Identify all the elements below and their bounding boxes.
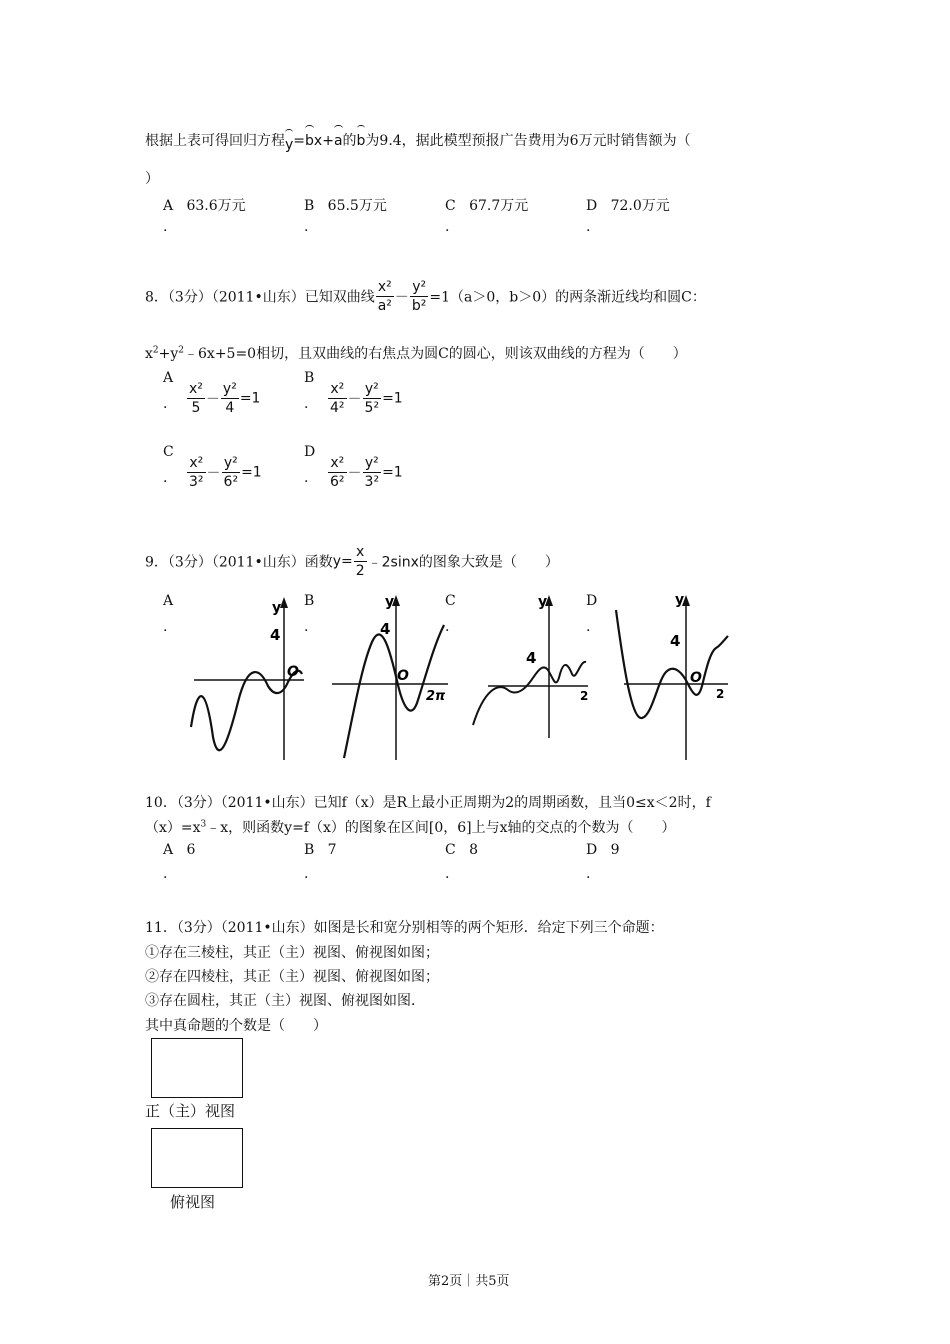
frac-num: y² [363,454,382,473]
tick-label: 2 [580,689,589,703]
frac-num: x² [376,278,394,297]
option-letter: B [304,198,315,214]
frac [328,380,347,417]
q9-yeq: y= [332,553,353,570]
q7-option-d [586,195,670,215]
q9-graph-b [330,590,455,762]
sup: 2 [178,345,185,356]
curve [473,662,589,725]
frac-den: 5² [364,400,380,416]
origin-label: O [287,664,299,680]
frac-den: 3² [364,474,380,490]
q7-de: 的 [342,133,357,149]
q8-option-a-formula [186,380,260,417]
q10-option-c [445,842,478,858]
four-label: 4 [526,649,537,667]
frac [222,454,241,491]
q7-stem-text: 根据上表可得回归方程 [145,133,285,149]
q7-stem [145,130,691,153]
q9-option-a-letter: A [163,593,174,609]
minus-sign: － [206,465,221,482]
q10-option-b [304,842,337,858]
q8-option-d-formula [327,454,403,491]
q8-frac1 [376,278,394,315]
frac-den: 3² [189,474,204,490]
four-label: 4 [270,626,281,644]
option-text: 63.6万元 [186,198,246,214]
q10-option-a [163,842,195,858]
origin-label: O [690,670,702,686]
frac-den: 4 [225,400,235,416]
y-label: y [538,594,548,610]
frac-den: a² [377,298,392,314]
tick-label: 2 [716,687,725,701]
frac-num: x [354,543,367,562]
y-label: y [675,592,685,608]
option-dot: . [304,619,309,635]
q7-option-c [445,195,528,215]
frac-num: x² [328,454,347,473]
frac [363,454,382,491]
option-dot: . [304,396,309,412]
option-dot: . [163,470,168,486]
y-label: y [272,600,282,616]
frac [328,454,347,491]
eq-one: =1 [239,390,261,407]
q9-frac [354,543,367,580]
q9-graph-a [186,592,311,762]
option-letter: D [586,842,598,858]
option-text: 7 [327,842,337,858]
minus-sign: － [205,391,220,408]
q7-close: ） [145,171,159,187]
q10-line1: 10．（3分）（2011•山东）已知f（x）是R上最小正周期为2的周期函数，且当0≤x＜2时，f [145,795,711,811]
option-letter: A [163,198,174,214]
front-view-label: 正（主）视图 [145,1102,236,1120]
frac-den: 5 [191,400,201,416]
q10-line2 [145,817,676,837]
q10-l2a: （x）=x [145,820,201,836]
option-dot: . [586,619,591,635]
option-letter: C [445,198,456,214]
q8-option-d-letter: D [304,444,316,460]
option-dot: . [163,219,168,235]
q7-bhat: b [305,133,314,149]
q8-l2c: ﹣6x+5=0相切，且双曲线的右焦点为圆C的圆心，则该双曲线的方程为（ ） [184,346,687,362]
q7-xplus: x+ [313,133,334,149]
q11-item-3: ③存在圆柱，其正（主）视图、俯视图如图． [145,993,425,1009]
option-letter: B [304,842,315,858]
eq-one: =1 [382,390,403,407]
frac-num: y² [363,380,382,399]
q8-suffix: =1（a＞0，b＞0）的两条渐近线均和圆C： [429,289,706,306]
option-dot: . [304,219,309,235]
tick-label: 2π [426,689,446,704]
frac [363,380,382,417]
q11-line5: 其中真命题的个数是（ ） [145,1018,327,1034]
option-dot: . [304,866,309,882]
frac [221,380,239,417]
top-view-label: 俯视图 [170,1193,216,1211]
q9-prefix: 9．（3分）（2011•山东）函数 [145,554,333,571]
q9-rest: ﹣2sinx [367,554,419,571]
top-view-rectangle [151,1128,243,1188]
option-dot: . [163,866,168,882]
frac-den: 4² [330,400,345,416]
frac-num: x² [328,380,347,399]
q7-eq: = [293,133,306,149]
frac-num: y² [222,381,237,397]
option-dot: . [586,866,591,882]
option-letter: D [586,198,598,214]
q7-bhat2: b [356,133,366,149]
curve [616,610,728,718]
q8-option-c-letter: C [163,444,174,460]
q8-minus: － [394,289,409,306]
frac-den: b² [411,298,427,314]
option-text: 67.7万元 [469,198,529,214]
q9-graph-d [610,590,735,762]
frac-num: y² [410,278,429,297]
q10-l2b: ﹣x，则函数y=f（x）的图象在区间[0，6]上与x轴的交点的个数为（ ） [206,820,676,836]
q8-frac2 [410,278,429,315]
q8-l2a: x [145,346,153,362]
q8-prefix: 8．（3分）（2011•山东）已知双曲线 [145,289,375,306]
option-letter: C [445,842,456,858]
q8-option-b-letter: B [304,370,315,386]
q7-yhat: y [285,137,294,153]
option-dot: . [586,219,591,235]
frac-num: y² [222,454,241,473]
q10-option-d [586,842,620,858]
q7-ahat: a [333,133,343,149]
option-text: 8 [469,842,478,858]
q7-option-a [163,195,246,215]
frac-den: 6² [223,474,239,490]
q9-suffix: 的图象大致是（ ） [418,554,559,571]
frac [187,454,206,491]
curve [191,671,302,751]
frac [187,380,205,417]
page-footer: 第2页｜共5页 [428,1274,510,1289]
minus-sign: － [347,391,362,408]
eq-one: =1 [241,464,262,481]
q9-option-b-letter: B [304,593,315,609]
option-dot: . [445,866,450,882]
q8-option-b-formula [327,380,403,417]
q7-stem-after: 为9.4，据此模型预报广告费用为6万元时销售额为（ [365,133,691,149]
q8-line2 [145,343,687,363]
option-dot: . [163,619,168,635]
y-label: y [385,594,395,610]
eq-one: =1 [382,464,403,481]
frac-num: x² [189,381,203,397]
q9-graph-c [470,590,598,740]
q8-stem [145,278,706,315]
option-text: 65.5万元 [327,198,387,214]
option-dot: . [304,470,309,486]
origin-label: O [397,668,409,684]
option-dot: . [163,396,168,412]
minus-sign: － [347,465,362,482]
q11-line1: 11．（3分）（2011•山东）如图是长和宽分别相等的两个矩形．给定下列三个命题： [145,920,664,936]
option-dot: . [445,219,450,235]
sup: 2 [152,345,159,356]
four-label: 4 [670,632,681,650]
q8-l2b: +y [158,346,179,362]
option-letter: A [163,842,174,858]
q7-option-b [304,195,387,215]
q9-option-d-letter: D [586,593,598,609]
option-dot: . [445,619,450,635]
four-label: 4 [380,620,391,638]
option-text: 72.0万元 [610,198,670,214]
frac-den: 6² [330,474,345,490]
front-view-rectangle [151,1038,243,1098]
q11-item-2: ②存在四棱柱，其正（主）视图、俯视图如图； [145,969,439,985]
frac-den: 2 [355,563,365,579]
sup: 3 [200,819,207,830]
q8-option-c-formula [186,454,262,491]
q11-item-1: ①存在三棱柱，其正（主）视图、俯视图如图； [145,945,439,961]
option-text: 6 [186,842,196,858]
q9-stem [145,543,559,580]
option-text: 9 [610,842,620,858]
q9-option-c-letter: C [445,593,456,609]
y-arrow [280,597,288,608]
frac-num: x² [187,454,206,473]
q8-option-a-letter: A [163,370,174,386]
